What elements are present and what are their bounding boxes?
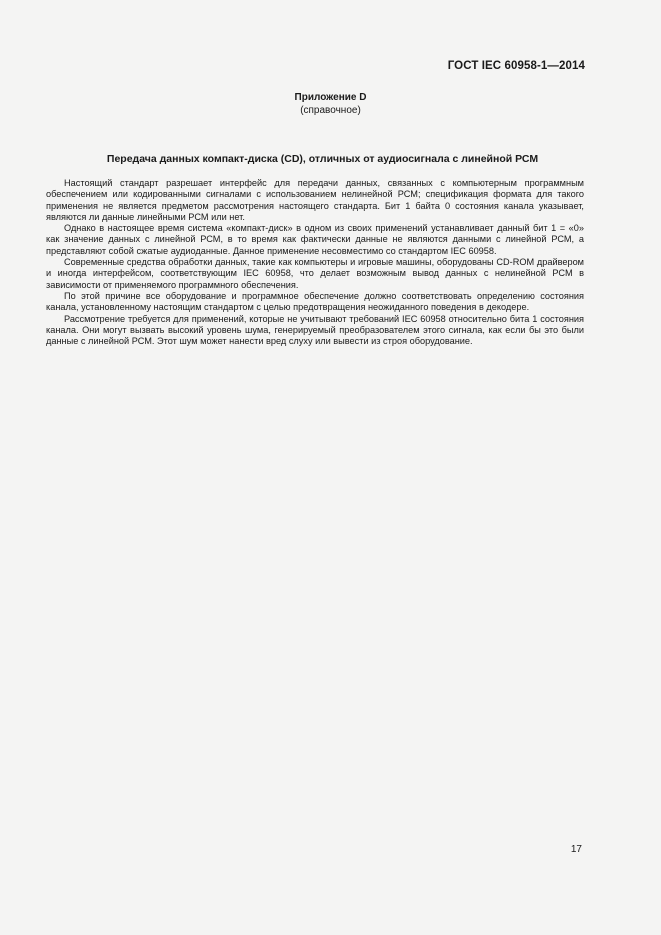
paragraph: По этой причине все оборудование и программное обеспечение должно соответствовать определению состояния канала, установленному настоящим стандартом с целью предотвращения неожиданного поведения в декодере.: [46, 290, 584, 313]
section-heading: Передача данных компакт-диска (CD), отличных от аудиосигнала с линейной РСМ: [106, 153, 539, 165]
page-number: 17: [570, 844, 582, 855]
appendix-subtitle: (справочное): [300, 104, 361, 116]
paragraph: Настоящий стандарт разрешает интерфейс для передачи данных, связанных с компьютерным программным обеспечением или кодированными сигналами с использованием нелинейной РСМ; спецификация формата для такого применения не является предметом рассмотрения настоящего стандарта. Бит 1 байта 0 состояния канала указывает, являются ли данные линейными РСМ или нет.: [46, 178, 584, 222]
body-text: [46, 178, 584, 347]
paragraph: Однако в настоящее время система «компакт-диск» в одном из своих применений устанавливает данный бит 1 = «0» как значение данных с линейной РСМ, в то время как фактически данные не являются данными с линейной РСМ, а представляют собой сжатые аудиоданные. Данное применение несовместимо со стандартом IEC 60958.: [46, 223, 584, 256]
appendix-title: Приложение D: [294, 92, 367, 103]
paragraph: Современные средства обработки данных, такие как компьютеры и игровые машины, оборудованы CD-ROM драйвером и иногда интерфейсом, соответствующим IEC 60958, что делает возможным вывод данных с нелинейной РСМ в зависимости от применяемого программного обеспечения.: [46, 257, 584, 290]
appendix-header: [0, 92, 661, 117]
paragraph: Рассмотрение требуется для применений, которые не учитывают требований IEC 60958 относительно бита 1 состояния канала. Они могут вызвать высокий уровень шума, генерируемый преобразователем этого сигнала, как если бы это были данные с линейной РСМ. Этот шум может нанести вред слуху или вывести из строя оборудование.: [46, 313, 584, 347]
document-code: ГОСТ IEC 60958-1—2014: [447, 60, 585, 72]
